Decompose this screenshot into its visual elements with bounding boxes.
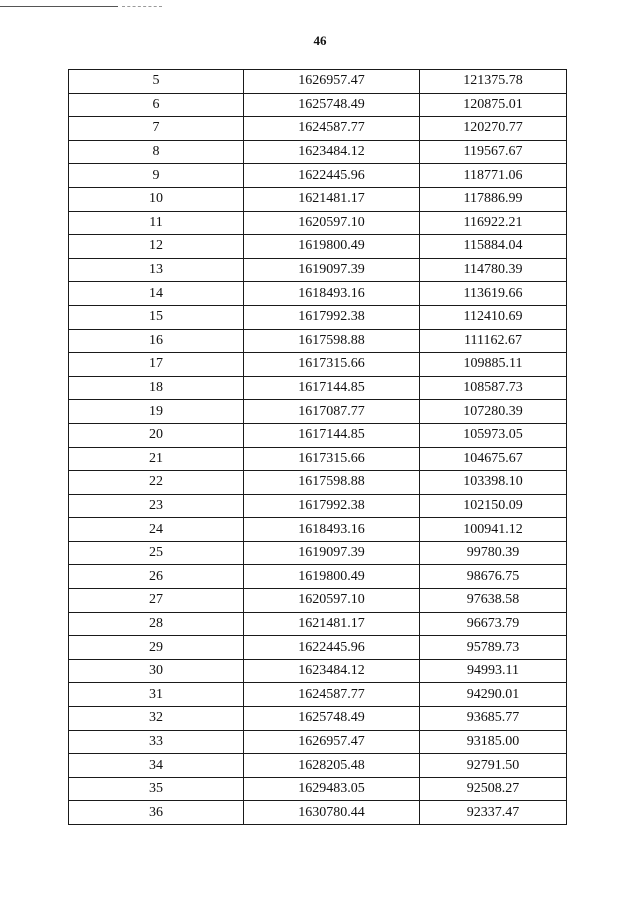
y-coordinate-cell: 93185.00 — [420, 730, 567, 754]
y-coordinate-cell: 92508.27 — [420, 777, 567, 801]
y-coordinate-cell: 118771.06 — [420, 164, 567, 188]
point-number-cell: 20 — [69, 423, 244, 447]
header-rule — [0, 6, 118, 7]
table-row — [69, 636, 567, 660]
x-coordinate-cell: 1629483.05 — [244, 777, 420, 801]
table-row — [69, 471, 567, 495]
table-row — [69, 235, 567, 259]
y-coordinate-cell: 120875.01 — [420, 93, 567, 117]
point-number-cell: 5 — [69, 70, 244, 94]
x-coordinate-cell: 1617144.85 — [244, 376, 420, 400]
table-row — [69, 117, 567, 141]
y-coordinate-cell: 105973.05 — [420, 423, 567, 447]
y-coordinate-cell: 96673.79 — [420, 612, 567, 636]
y-coordinate-cell: 112410.69 — [420, 305, 567, 329]
point-number-cell: 32 — [69, 707, 244, 731]
x-coordinate-cell: 1622445.96 — [244, 636, 420, 660]
y-coordinate-cell: 111162.67 — [420, 329, 567, 353]
table-row — [69, 730, 567, 754]
point-number-cell: 9 — [69, 164, 244, 188]
table-row — [69, 659, 567, 683]
table-row — [69, 612, 567, 636]
x-coordinate-cell: 1626957.47 — [244, 70, 420, 94]
x-coordinate-cell: 1619800.49 — [244, 235, 420, 259]
x-coordinate-cell: 1624587.77 — [244, 117, 420, 141]
x-coordinate-cell: 1622445.96 — [244, 164, 420, 188]
point-number-cell: 35 — [69, 777, 244, 801]
point-number-cell: 8 — [69, 140, 244, 164]
table-row — [69, 211, 567, 235]
table-body — [69, 70, 567, 825]
y-coordinate-cell: 99780.39 — [420, 541, 567, 565]
x-coordinate-cell: 1623484.12 — [244, 140, 420, 164]
x-coordinate-cell: 1617144.85 — [244, 423, 420, 447]
y-coordinate-cell: 113619.66 — [420, 282, 567, 306]
y-coordinate-cell: 114780.39 — [420, 258, 567, 282]
y-coordinate-cell: 115884.04 — [420, 235, 567, 259]
table-row — [69, 400, 567, 424]
table-row — [69, 93, 567, 117]
x-coordinate-cell: 1621481.17 — [244, 612, 420, 636]
table-row — [69, 282, 567, 306]
table-row — [69, 777, 567, 801]
table-row — [69, 754, 567, 778]
y-coordinate-cell: 109885.11 — [420, 353, 567, 377]
point-number-cell: 14 — [69, 282, 244, 306]
y-coordinate-cell: 100941.12 — [420, 518, 567, 542]
point-number-cell: 12 — [69, 235, 244, 259]
y-coordinate-cell: 92337.47 — [420, 801, 567, 825]
x-coordinate-cell: 1624587.77 — [244, 683, 420, 707]
table-row — [69, 423, 567, 447]
x-coordinate-cell: 1617315.66 — [244, 447, 420, 471]
point-number-cell: 21 — [69, 447, 244, 471]
y-coordinate-cell: 94993.11 — [420, 659, 567, 683]
x-coordinate-cell: 1619800.49 — [244, 565, 420, 589]
table-row — [69, 140, 567, 164]
y-coordinate-cell: 94290.01 — [420, 683, 567, 707]
x-coordinate-cell: 1617087.77 — [244, 400, 420, 424]
y-coordinate-cell: 116922.21 — [420, 211, 567, 235]
x-coordinate-cell: 1630780.44 — [244, 801, 420, 825]
y-coordinate-cell: 92791.50 — [420, 754, 567, 778]
y-coordinate-cell: 95789.73 — [420, 636, 567, 660]
table-row — [69, 258, 567, 282]
table-row — [69, 565, 567, 589]
point-number-cell: 34 — [69, 754, 244, 778]
point-number-cell: 19 — [69, 400, 244, 424]
x-coordinate-cell: 1625748.49 — [244, 707, 420, 731]
table-row — [69, 801, 567, 825]
x-coordinate-cell: 1617598.88 — [244, 329, 420, 353]
x-coordinate-cell: 1617992.38 — [244, 305, 420, 329]
x-coordinate-cell: 1618493.16 — [244, 518, 420, 542]
point-number-cell: 6 — [69, 93, 244, 117]
point-number-cell: 10 — [69, 187, 244, 211]
point-number-cell: 25 — [69, 541, 244, 565]
table-row — [69, 589, 567, 613]
table-row — [69, 518, 567, 542]
x-coordinate-cell: 1617315.66 — [244, 353, 420, 377]
point-number-cell: 30 — [69, 659, 244, 683]
coordinate-table — [68, 69, 567, 825]
y-coordinate-cell: 93685.77 — [420, 707, 567, 731]
table-row — [69, 187, 567, 211]
y-coordinate-cell: 120270.77 — [420, 117, 567, 141]
table-row — [69, 376, 567, 400]
page-number: 46 — [313, 33, 327, 48]
y-coordinate-cell: 98676.75 — [420, 565, 567, 589]
point-number-cell: 29 — [69, 636, 244, 660]
y-coordinate-cell: 121375.78 — [420, 70, 567, 94]
header-rule-dash — [122, 6, 162, 7]
y-coordinate-cell: 103398.10 — [420, 471, 567, 495]
point-number-cell: 26 — [69, 565, 244, 589]
table-row — [69, 353, 567, 377]
x-coordinate-cell: 1626957.47 — [244, 730, 420, 754]
point-number-cell: 24 — [69, 518, 244, 542]
point-number-cell: 22 — [69, 471, 244, 495]
x-coordinate-cell: 1620597.10 — [244, 211, 420, 235]
y-coordinate-cell: 97638.58 — [420, 589, 567, 613]
point-number-cell: 28 — [69, 612, 244, 636]
y-coordinate-cell: 104675.67 — [420, 447, 567, 471]
x-coordinate-cell: 1628205.48 — [244, 754, 420, 778]
table-row — [69, 164, 567, 188]
point-number-cell: 17 — [69, 353, 244, 377]
table-row — [69, 707, 567, 731]
y-coordinate-cell: 119567.67 — [420, 140, 567, 164]
y-coordinate-cell: 102150.09 — [420, 494, 567, 518]
point-number-cell: 16 — [69, 329, 244, 353]
point-number-cell: 27 — [69, 589, 244, 613]
table-row — [69, 305, 567, 329]
y-coordinate-cell: 117886.99 — [420, 187, 567, 211]
point-number-cell: 13 — [69, 258, 244, 282]
x-coordinate-cell: 1623484.12 — [244, 659, 420, 683]
x-coordinate-cell: 1617992.38 — [244, 494, 420, 518]
y-coordinate-cell: 107280.39 — [420, 400, 567, 424]
table-row — [69, 683, 567, 707]
point-number-cell: 18 — [69, 376, 244, 400]
x-coordinate-cell: 1618493.16 — [244, 282, 420, 306]
table-row — [69, 329, 567, 353]
point-number-cell: 11 — [69, 211, 244, 235]
table-row — [69, 541, 567, 565]
table-row — [69, 447, 567, 471]
point-number-cell: 36 — [69, 801, 244, 825]
x-coordinate-cell: 1625748.49 — [244, 93, 420, 117]
table-row — [69, 70, 567, 94]
x-coordinate-cell: 1619097.39 — [244, 258, 420, 282]
point-number-cell: 33 — [69, 730, 244, 754]
x-coordinate-cell: 1620597.10 — [244, 589, 420, 613]
table-row — [69, 494, 567, 518]
x-coordinate-cell: 1617598.88 — [244, 471, 420, 495]
point-number-cell: 23 — [69, 494, 244, 518]
y-coordinate-cell: 108587.73 — [420, 376, 567, 400]
point-number-cell: 7 — [69, 117, 244, 141]
point-number-cell: 31 — [69, 683, 244, 707]
point-number-cell: 15 — [69, 305, 244, 329]
x-coordinate-cell: 1621481.17 — [244, 187, 420, 211]
x-coordinate-cell: 1619097.39 — [244, 541, 420, 565]
